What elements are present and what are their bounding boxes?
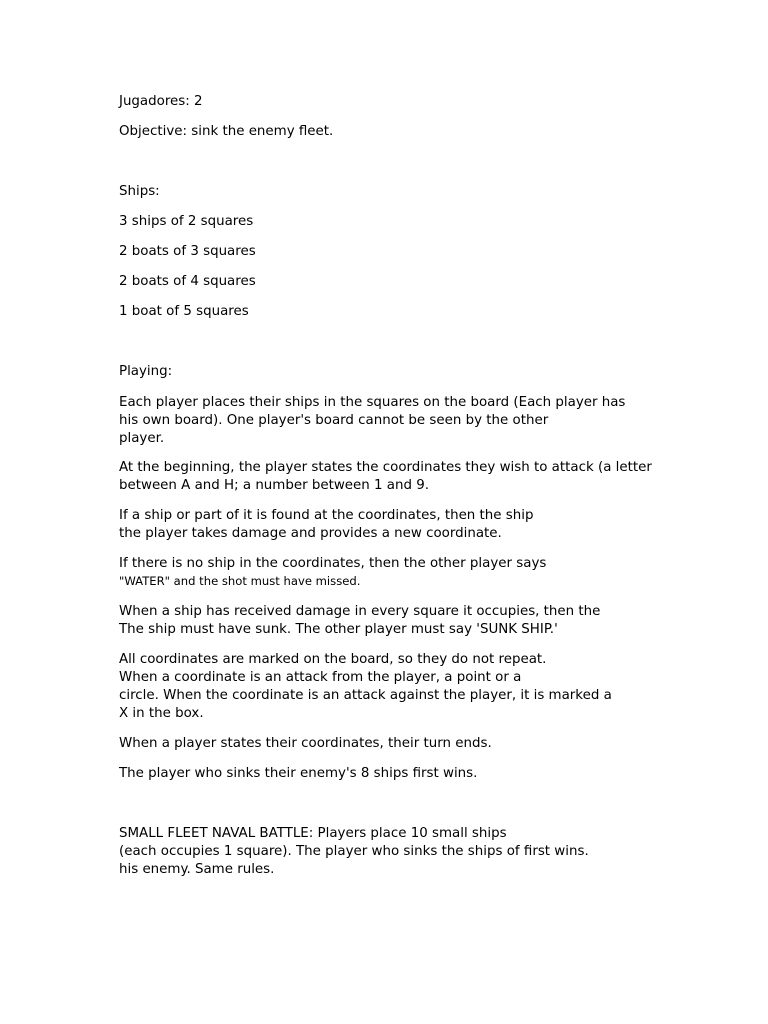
rule-line: When a ship has received damage in every square it occupies, then the [119, 604, 601, 619]
ship-item: 2 boats of 3 squares [119, 244, 256, 259]
rule-line: The ship must have sunk. The other player must say 'SUNK SHIP.' [119, 622, 558, 637]
rule-sunk [119, 603, 600, 639]
objective-line: Objective: sink the enemy fleet. [119, 124, 334, 139]
rule-miss [119, 555, 546, 589]
ship-item: 1 boat of 5 squares [119, 304, 249, 319]
players-line: Jugadores: 2 [119, 94, 203, 109]
rule-line: the player takes damage and provides a new coordinate. [119, 526, 502, 541]
rule-hit [119, 507, 533, 543]
rule-line: If a ship or part of it is found at the coordinates, then the ship [119, 508, 534, 523]
variant-line: his enemy. Same rules. [119, 862, 275, 877]
rule-line: "WATER" and the shot must have missed. [119, 574, 361, 588]
variant-rules [119, 825, 589, 879]
rule-line: When a coordinate is an attack from the player, a point or a [119, 670, 522, 685]
rule-line: Each player places their ships in the squares on the board (Each player has [119, 395, 626, 410]
ships-heading: Ships: [119, 184, 160, 199]
rule-line: player. [119, 431, 165, 446]
playing-heading: Playing: [119, 364, 173, 379]
rule-coordinates [119, 459, 652, 495]
variant-line: SMALL FLEET NAVAL BATTLE: Players place 10 small ships [119, 826, 507, 841]
variant-line: (each occupies 1 square). The player who sinks the ships of first wins. [119, 844, 589, 859]
rule-marking [119, 651, 612, 723]
ship-item: 3 ships of 2 squares [119, 214, 254, 229]
ship-item: 2 boats of 4 squares [119, 274, 256, 289]
rule-line: X in the box. [119, 706, 204, 721]
rule-line: All coordinates are marked on the board, so they do not repeat. [119, 652, 547, 667]
rule-line: between A and H; a number between 1 and 9. [119, 478, 430, 493]
rule-turn: When a player states their coordinates, their turn ends. [119, 736, 492, 751]
rule-line: If there is no ship in the coordinates, then the other player says [119, 556, 547, 571]
rule-win: The player who sinks their enemy's 8 ships first wins. [119, 766, 478, 781]
rule-placement [119, 394, 625, 448]
rule-line: circle. When the coordinate is an attack against the player, it is marked a [119, 688, 612, 703]
rule-line: At the beginning, the player states the coordinates they wish to attack (a letter [119, 460, 652, 475]
rule-line: his own board). One player's board cannot be seen by the other [119, 413, 549, 428]
